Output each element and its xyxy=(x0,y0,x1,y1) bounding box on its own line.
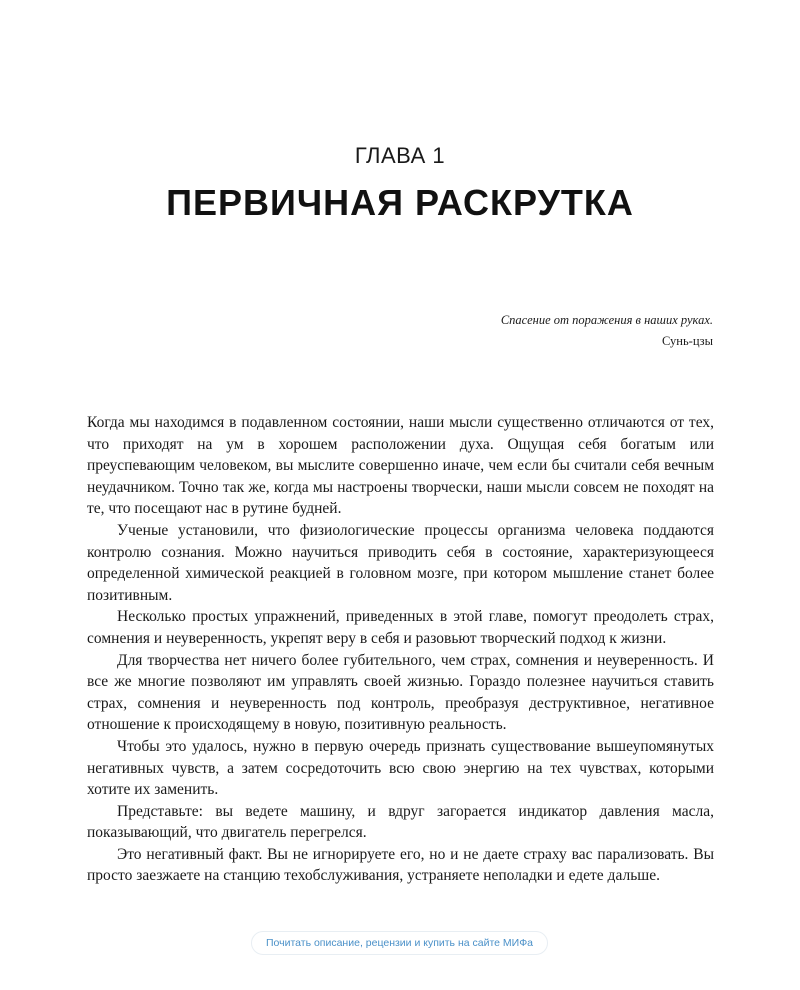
buy-book-link[interactable]: Почитать описание, рецензии и купить на сайте МИФа xyxy=(251,931,548,955)
epigraph-quote: Спасение от поражения в наших руках. xyxy=(500,313,713,327)
epigraph xyxy=(501,310,713,352)
paragraph: Представьте: вы ведете машину, и вдруг загорается индикатор давления масла, показывающий, что двигатель перегрелся. xyxy=(87,802,714,842)
paragraph: Когда мы находимся в подавленном состоянии, наши мысли существенно отличаются от тех, что приходят на ум в хорошем расположении духа. Ощущая себя богатым или преуспевающим человеком, вы мыслите совершенно иначе, чем если бы считали себя вечным неудачником. Точно так же, когда мы настроены творчески, наши мысли совсем не походят на те, что посещают нас в рутине будней. xyxy=(87,414,714,518)
chapter-number: ГЛАВА 1 xyxy=(354,143,446,168)
paragraph: Чтобы это удалось, нужно в первую очередь признать существование вышеупомянутых негативных чувств, а затем сосредоточить всю свою энергию на тех чувствах, которыми хотите их заменить. xyxy=(87,737,714,799)
chapter-title: ПЕРВИЧНАЯ РАСКРУТКА xyxy=(166,182,634,223)
paragraph: Это негативный факт. Вы не игнорируете его, но и не даете страху вас парализовать. Вы просто заезжаете на станцию техобслуживания, устраняете неполадки и едете дальше. xyxy=(87,845,714,885)
paragraph: Несколько простых упражнений, приведенных в этой главе, помогут преодолеть страх, сомнения и неуверенность, укрепят веру в себя и разовьют творческий подход к жизни. xyxy=(87,608,714,647)
paragraph: Ученые установили, что физиологические процессы организма человека поддаются контролю сознания. Можно научиться приводить себя в состояние, характеризующееся определенной химической реакцией в головном мозге, при котором мышление станет более позитивным. xyxy=(87,521,714,604)
paragraph: Для творчества нет ничего более губительного, чем страх, сомнения и неуверенность. И все же многие позволяют им управлять своей жизнью. Гораздо полезнее научиться ставить страх, сомнения и неуверенность под контроль, преобразуя деструктивное, негативное отношение к происходящему в новую, позитивную реальность. xyxy=(87,651,714,734)
body-text xyxy=(87,412,714,887)
epigraph-author: Сунь-цзы xyxy=(661,334,713,348)
